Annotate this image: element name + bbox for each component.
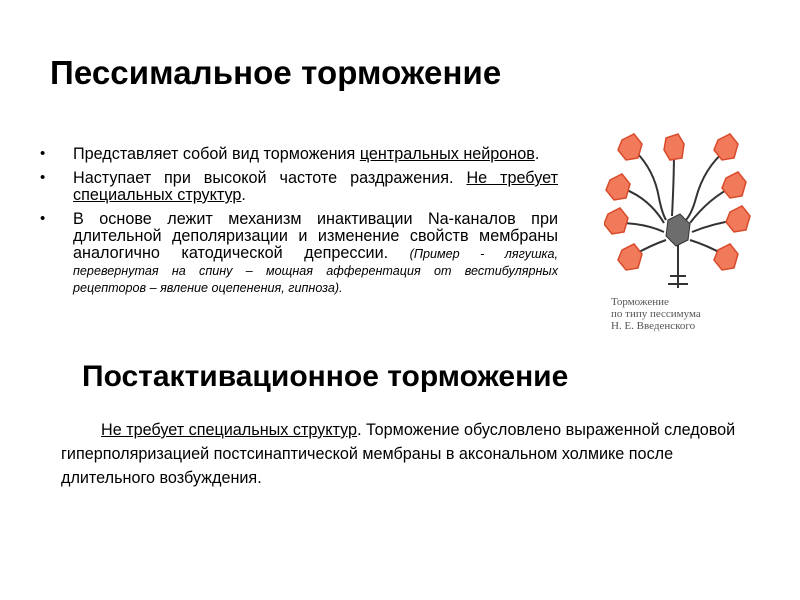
bullet-item xyxy=(40,170,558,204)
bullet-list xyxy=(40,146,558,303)
bullet-underlined-text: центральных нейронов xyxy=(359,145,535,163)
bullet-text-end: . xyxy=(241,186,246,204)
bullet-item xyxy=(40,146,558,163)
neuron-cell xyxy=(714,134,738,160)
section-title: Постактивационное торможение xyxy=(82,360,569,393)
bullet-item xyxy=(40,211,558,296)
bullet-underlined-text: Не требует специальных структур xyxy=(73,169,558,204)
paragraph-text: . Торможение обусловлено выраженной следовой гиперполяризацией постсинаптической мембраны в аксональном холмике после длительного возбуждения. xyxy=(61,421,736,487)
caption-line: по типу пессимума xyxy=(611,308,701,320)
bullet-text: Наступает при высокой частоте раздражения. xyxy=(73,169,467,187)
slide-title: Пессимальное торможение xyxy=(50,54,502,91)
neuron-cell xyxy=(604,208,628,234)
caption-line: Н. Е. Введенского xyxy=(611,320,696,332)
axon-path xyxy=(686,150,726,220)
bullet-text: Представляет собой вид торможения xyxy=(73,145,360,163)
paragraph-underlined-text: Не требует специальных структур xyxy=(101,421,358,439)
neuron-cell xyxy=(722,172,746,198)
neuron-cell xyxy=(664,134,684,160)
neuron-cell xyxy=(714,244,738,270)
bullet-note: (Пример - лягушка, перевернутая на спину – мощная афферентация от вестибулярных рецепторов – явление оцепенения, гипноза). xyxy=(73,247,558,295)
bullet-text: В основе лежит механизм инактивации Na-каналов при длительной деполяризации и изменение свойств мембраны аналогично катодической депрессии. xyxy=(73,210,558,262)
bullet-text-end: . xyxy=(534,145,540,163)
neuron-cell xyxy=(618,134,642,160)
caption-line: Торможение xyxy=(611,296,669,308)
neuron-cell xyxy=(726,206,750,232)
neuron-cell xyxy=(606,174,630,200)
section-paragraph xyxy=(61,418,761,490)
neuron-cell xyxy=(618,244,642,270)
figure-caption xyxy=(611,296,751,332)
